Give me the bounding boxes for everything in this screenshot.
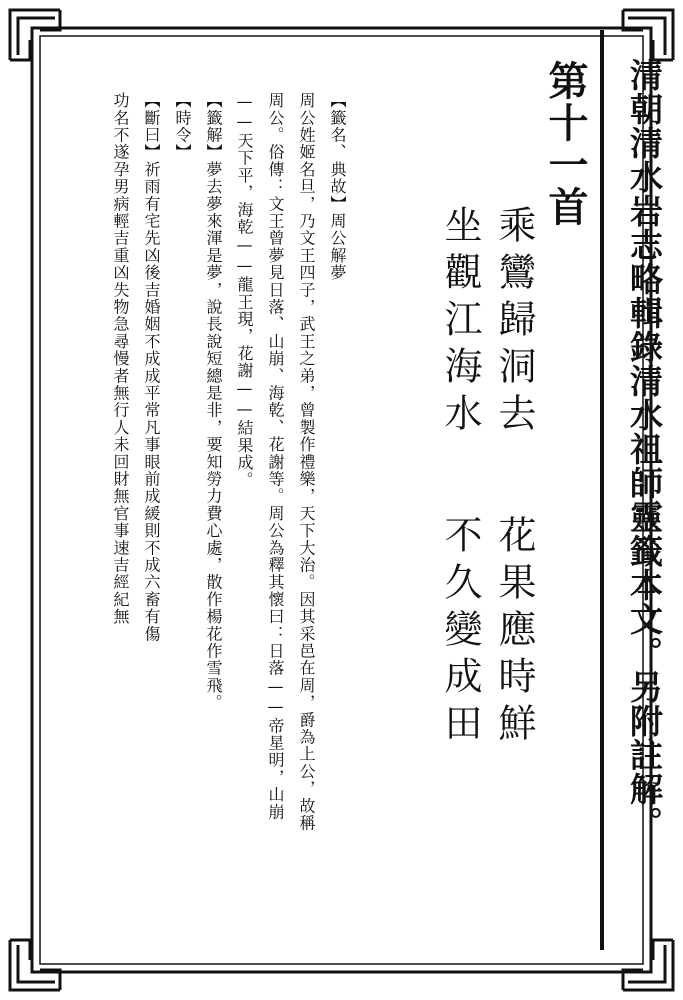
explanation-text: 夢去夢來渾是夢，說長說短總是非，要知勞力費心處，散作楊花作雪飛。 — [204, 160, 223, 712]
title-divider — [600, 30, 604, 950]
judgment-item: 經紀無 — [111, 573, 130, 626]
annotation-notes — [111, 92, 353, 832]
judgment-item: 六畜有傷 — [142, 573, 161, 643]
series-title: 清朝清水岩志略輯錄清水祖師靈籤本文。另附註解。 — [625, 58, 664, 840]
annotation-title: 周公解夢 — [328, 212, 347, 282]
explanation-label: 【籤解】 — [204, 92, 223, 161]
explanation-entry — [198, 92, 229, 832]
season-label: 【時令】 — [173, 92, 192, 161]
judgment-item: 宅先凶後吉 — [142, 212, 161, 299]
poem-upper-block — [438, 205, 536, 440]
judgment-item: 祈雨有 — [142, 160, 161, 213]
poem-line-1: 乘鸞歸洞去 — [492, 205, 536, 440]
annotation-label: 【籤名、典故】 — [328, 92, 347, 213]
poem-line-3: 花果應時鮮 — [492, 515, 536, 750]
judgment-line-1 — [136, 92, 167, 832]
annotation-entry — [322, 92, 353, 832]
annotation-body: 周公姓姬名旦，乃文王四子，武王之弟，曾製作禮樂，天下大治。因其采邑在周，爵為上公，故稱周公。俗傳：文王曾夢見日落、山崩、海乾、花謝等。周公為釋其懷曰：日落——帝星明，山崩——天下平，海乾——龍王現，花謝——結果成。 — [235, 92, 316, 832]
poem-number: 第十一首 — [542, 60, 589, 228]
judgment-item: 凡事眼前成緩則不成 — [142, 418, 161, 574]
poem-line-2: 坐觀江海水 — [438, 205, 482, 440]
judgment-item: 功名不遂 — [111, 92, 130, 161]
judgment-item: 失物急尋慢者無 — [111, 281, 130, 402]
judgment-item: 官事速吉 — [111, 504, 130, 574]
judgment-item: 財無 — [111, 470, 130, 505]
judgment-item: 孕男 — [111, 160, 130, 196]
judgment-item: 病輕吉重凶 — [111, 195, 130, 282]
judgments-label: 【斷曰】 — [142, 92, 161, 161]
judgment-item: 行人未回 — [111, 401, 130, 471]
judgment-item: 婚姻不成成平常 — [142, 298, 161, 419]
judgment-line-2 — [105, 92, 136, 832]
poem-lower-block — [438, 515, 536, 750]
season-entry — [167, 92, 198, 832]
poem-line-4: 不久變成田 — [438, 515, 482, 750]
